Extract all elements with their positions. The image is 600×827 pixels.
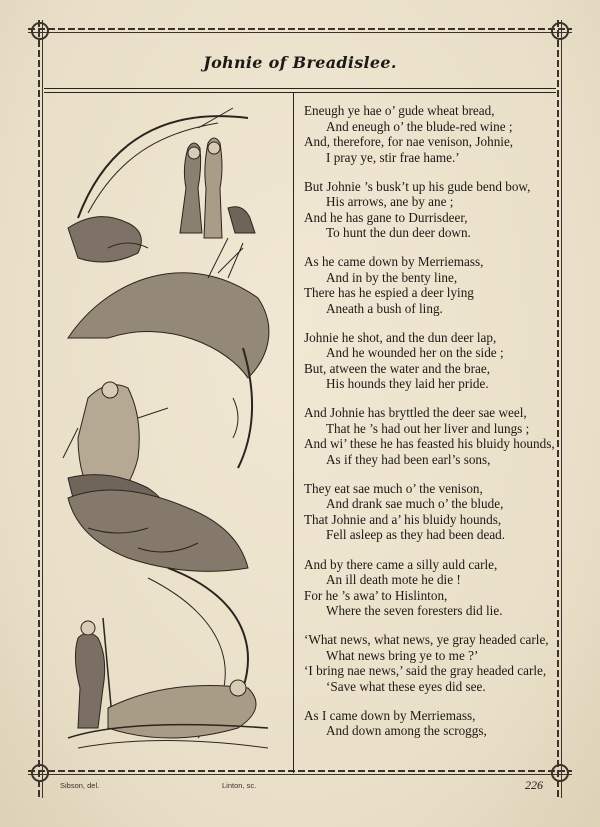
- illustrator-credit: Sibson, del.: [60, 781, 100, 790]
- poem-line: And by there came a silly auld carle,: [304, 556, 498, 572]
- left-vine-border: [38, 20, 44, 798]
- stanza: [304, 632, 554, 694]
- poem-line: Johnie he shot, and the dun deer lap,: [304, 329, 497, 345]
- stanza: [304, 179, 554, 241]
- poem-line: ‘What news, what news, ye gray headed carle,: [304, 632, 549, 648]
- poem-line: ‘Save what these eyes did see.: [326, 678, 486, 694]
- corner-ornament-top-right: [551, 22, 569, 40]
- poem-line: For he ’s awa’ to Hislinton,: [304, 587, 448, 603]
- corner-ornament-bottom-right: [551, 764, 569, 782]
- old-carle-figure: [75, 618, 113, 728]
- poem-line: They eat sae much o’ the venison,: [304, 480, 483, 496]
- page-number: 226: [525, 778, 543, 792]
- stanza: [304, 330, 554, 392]
- poem-line: I pray ye, stir frae hame.’: [326, 149, 460, 165]
- couple-figures: [180, 108, 255, 238]
- poem-line: Where the seven foresters did lie.: [326, 603, 503, 619]
- poem-line: That Johnie and a’ his bluidy hounds,: [304, 511, 502, 527]
- poem-line: As if they had been earl’s sons,: [326, 451, 491, 467]
- poem-line: And Johnie has bryttled the deer sae weel,: [304, 405, 527, 421]
- poem-line: And he wounded her on the side ;: [326, 345, 504, 361]
- poem-line: And wi’ these he has feasted his bluidy hounds,: [304, 436, 555, 452]
- engraver-credit: Linton, sc.: [222, 781, 257, 790]
- poem-line: As he came down by Merriemass,: [304, 254, 484, 270]
- poem-line: But Johnie ’s busk’t up his gude bend bow,: [304, 178, 531, 194]
- poem-line: An ill death mote he die !: [326, 572, 461, 588]
- corner-ornament-top-left: [31, 22, 49, 40]
- stanza: [304, 103, 554, 165]
- right-vine-border: [557, 20, 563, 798]
- poem-line: As I came down by Merriemass,: [304, 707, 476, 723]
- poem-line: And down among the scroggs,: [326, 723, 487, 739]
- stanza: [304, 254, 554, 316]
- hunting-scene-engraving: [48, 98, 288, 768]
- stanza: [304, 405, 554, 467]
- poem-line: What news bring ye to me ?’: [326, 647, 479, 663]
- poem-line: And in by the benty line,: [326, 269, 458, 285]
- hounds-group-lower: [68, 490, 248, 571]
- poem-line: Fell asleep as they had been dead.: [326, 527, 506, 543]
- poem-text: [304, 103, 554, 752]
- poem-line: ‘I bring nae news,’ said the gray headed carle,: [304, 663, 547, 679]
- hounds-group-upper: [68, 217, 148, 262]
- poem-line: There has he espied a deer lying: [304, 285, 474, 301]
- poem-line: But, atween the water and the brae,: [304, 360, 491, 376]
- poem-line: And, therefore, for nae venison, Johnie,: [304, 134, 514, 149]
- poem-line: And eneugh o’ the blude-red wine ;: [326, 118, 513, 134]
- poem-line: His hounds they laid her pride.: [326, 376, 489, 392]
- page-title: Johnie of Breadislee.: [203, 53, 397, 72]
- title-rule: [44, 88, 556, 93]
- column-divider: [293, 92, 294, 773]
- top-vine-border: [28, 28, 572, 34]
- poem-line: And drank sae much o’ the blude,: [326, 496, 504, 512]
- poem-line: And he has gane to Durrisdeer,: [304, 209, 468, 225]
- poem-line: His arrows, ane by ane ;: [326, 194, 454, 210]
- poem-line: Eneugh ye hae o’ gude wheat bread,: [304, 103, 495, 118]
- stanza: [304, 708, 554, 739]
- stanza: [304, 481, 554, 543]
- corner-ornament-bottom-left: [31, 764, 49, 782]
- poem-line: To hunt the dun deer down.: [326, 225, 471, 241]
- poem-line: Aneath a bush of ling.: [326, 300, 443, 316]
- poem-line: That he ’s had out her liver and lungs ;: [326, 420, 530, 436]
- bottom-vine-border: [28, 770, 572, 776]
- stanza: [304, 557, 554, 619]
